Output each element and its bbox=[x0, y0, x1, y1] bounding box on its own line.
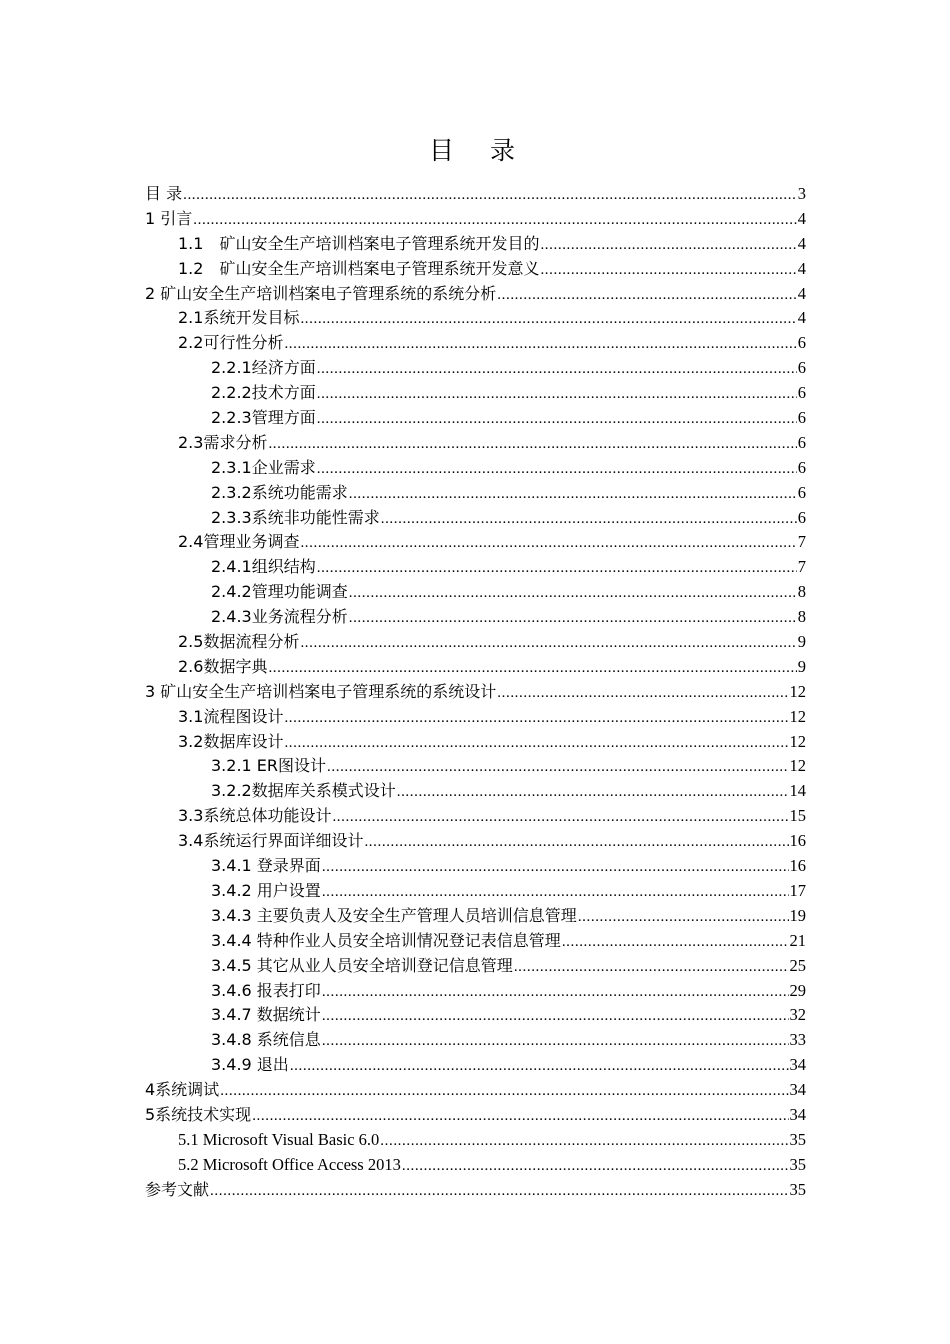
toc-entry[interactable] bbox=[145, 829, 806, 854]
toc-dot-leader bbox=[540, 258, 796, 283]
toc-dot-leader bbox=[300, 307, 796, 332]
toc-entry[interactable] bbox=[145, 879, 806, 904]
toc-entry[interactable] bbox=[145, 381, 806, 406]
toc-entry[interactable] bbox=[145, 356, 806, 381]
toc-dot-leader bbox=[300, 631, 796, 656]
toc-entry-title: 3.4系统运行界面详细设计 bbox=[178, 831, 364, 851]
toc-dot-leader bbox=[317, 357, 797, 382]
toc-entry-title: 3.2数据库设计 bbox=[178, 731, 284, 751]
toc-entry[interactable] bbox=[145, 207, 806, 232]
toc-dot-leader bbox=[402, 1154, 789, 1179]
toc-entry-title: 2.2.2技术方面 bbox=[211, 383, 316, 403]
toc-dot-leader bbox=[562, 930, 789, 955]
toc-entry[interactable] bbox=[145, 530, 806, 555]
toc-entry-title: 3.4.2 用户设置 bbox=[211, 880, 321, 900]
toc-entry-title: 5.1 Microsoft Visual Basic 6.0 bbox=[178, 1129, 380, 1149]
toc-dot-leader bbox=[327, 755, 788, 780]
toc-entry-page-number: 6 bbox=[797, 408, 806, 428]
toc-entry[interactable] bbox=[145, 1003, 806, 1028]
toc-entry-title: 2 矿山安全生产培训档案电子管理系统的系统分析 bbox=[145, 283, 497, 303]
toc-dot-leader bbox=[322, 1004, 789, 1029]
toc-entry[interactable] bbox=[145, 1178, 806, 1203]
toc-entry-title: 3.4.6 报表打印 bbox=[211, 980, 321, 1000]
toc-entry[interactable] bbox=[145, 929, 806, 954]
toc-entry[interactable] bbox=[145, 954, 806, 979]
toc-entry-page-number: 9 bbox=[797, 656, 806, 676]
toc-dot-leader bbox=[322, 880, 789, 905]
toc-entry[interactable] bbox=[145, 182, 806, 207]
toc-entry-page-number: 6 bbox=[797, 507, 806, 527]
toc-dot-leader bbox=[193, 208, 796, 233]
toc-entry-page-number: 15 bbox=[789, 806, 806, 826]
toc-dot-leader bbox=[332, 805, 788, 830]
toc-entry-page-number: 4 bbox=[797, 283, 806, 303]
toc-entry[interactable] bbox=[145, 655, 806, 680]
toc-dot-leader bbox=[514, 955, 789, 980]
toc-entry-page-number: 4 bbox=[797, 258, 806, 278]
toc-entry-page-number: 21 bbox=[789, 930, 806, 950]
toc-entry[interactable] bbox=[145, 1153, 806, 1178]
toc-entry-page-number: 33 bbox=[789, 1030, 806, 1050]
toc-entry[interactable] bbox=[145, 605, 806, 630]
toc-entry[interactable] bbox=[145, 854, 806, 879]
toc-dot-leader bbox=[578, 905, 789, 930]
toc-entry-page-number: 12 bbox=[789, 706, 806, 726]
toc-entry-page-number: 6 bbox=[797, 383, 806, 403]
toc-entry[interactable] bbox=[145, 705, 806, 730]
toc-entry[interactable] bbox=[145, 506, 806, 531]
toc-entry[interactable] bbox=[145, 481, 806, 506]
toc-dot-leader bbox=[210, 1179, 788, 1204]
toc-dot-leader bbox=[252, 1104, 788, 1129]
toc-entry[interactable] bbox=[145, 232, 806, 257]
toc-dot-leader bbox=[268, 432, 796, 457]
toc-dot-leader bbox=[290, 1054, 789, 1079]
toc-title: 目 录 bbox=[429, 136, 529, 165]
toc-dot-leader bbox=[397, 780, 789, 805]
toc-entry[interactable] bbox=[145, 904, 806, 929]
toc-entry[interactable] bbox=[145, 306, 806, 331]
toc-dot-leader bbox=[300, 531, 796, 556]
toc-entry-title: 2.3.1企业需求 bbox=[211, 457, 316, 477]
toc-entry[interactable] bbox=[145, 730, 806, 755]
toc-entry-title: 3.4.3 主要负责人及安全生产管理人员培训信息管理 bbox=[211, 905, 577, 925]
toc-entry-page-number: 35 bbox=[789, 1179, 806, 1199]
table-of-contents bbox=[145, 182, 806, 1203]
toc-entry-title: 2.2可行性分析 bbox=[178, 333, 284, 353]
toc-entry-title: 2.3需求分析 bbox=[178, 432, 268, 452]
toc-dot-leader bbox=[381, 507, 797, 532]
toc-entry-title: 2.3.2系统功能需求 bbox=[211, 482, 348, 502]
toc-entry[interactable] bbox=[145, 406, 806, 431]
toc-entry-page-number: 16 bbox=[789, 856, 806, 876]
toc-dot-leader bbox=[317, 407, 797, 432]
toc-entry-title: 2.3.3系统非功能性需求 bbox=[211, 507, 380, 527]
toc-entry-title: 2.6数据字典 bbox=[178, 656, 268, 676]
toc-entry-title: 3.4.4 特种作业人员安全培训情况登记表信息管理 bbox=[211, 930, 561, 950]
toc-entry-title: 5系统技术实现 bbox=[145, 1104, 252, 1124]
toc-entry-page-number: 8 bbox=[797, 582, 806, 602]
toc-dot-leader bbox=[349, 482, 797, 507]
toc-dot-leader bbox=[322, 855, 789, 880]
toc-entry[interactable] bbox=[145, 257, 806, 282]
toc-entry[interactable] bbox=[145, 1053, 806, 1078]
toc-entry-title: 3.4.9 退出 bbox=[211, 1055, 289, 1075]
toc-dot-leader bbox=[349, 606, 797, 631]
toc-entry[interactable] bbox=[145, 456, 806, 481]
toc-entry-page-number: 6 bbox=[797, 432, 806, 452]
toc-entry-page-number: 16 bbox=[789, 831, 806, 851]
toc-entry-page-number: 32 bbox=[789, 1005, 806, 1025]
toc-entry-page-number: 14 bbox=[789, 781, 806, 801]
toc-dot-leader bbox=[322, 1029, 789, 1054]
toc-entry[interactable] bbox=[145, 580, 806, 605]
toc-dot-leader bbox=[220, 1079, 788, 1104]
toc-entry[interactable] bbox=[145, 754, 806, 779]
toc-dot-leader bbox=[540, 233, 796, 258]
toc-entry-page-number: 19 bbox=[789, 905, 806, 925]
toc-entry[interactable] bbox=[145, 1103, 806, 1128]
toc-entry-title: 1 引言 bbox=[145, 208, 193, 228]
toc-entry-title: 目 录 bbox=[145, 184, 183, 203]
toc-entry[interactable] bbox=[145, 282, 806, 307]
toc-entry-page-number: 17 bbox=[789, 880, 806, 900]
toc-dot-leader bbox=[322, 980, 789, 1005]
toc-entry[interactable] bbox=[145, 555, 806, 580]
toc-entry-title: 2.4.1组织结构 bbox=[211, 557, 316, 577]
toc-entry-page-number: 6 bbox=[797, 333, 806, 353]
toc-entry-title: 3.4.8 系统信息 bbox=[211, 1030, 321, 1050]
toc-dot-leader bbox=[317, 457, 797, 482]
toc-dot-leader bbox=[349, 581, 797, 606]
toc-entry-title: 5.2 Microsoft Office Access 2013 bbox=[178, 1154, 401, 1174]
toc-entry-page-number: 34 bbox=[789, 1104, 806, 1124]
toc-entry-page-number: 4 bbox=[797, 308, 806, 328]
toc-entry-page-number: 34 bbox=[789, 1080, 806, 1100]
toc-entry-page-number: 29 bbox=[789, 980, 806, 1000]
toc-entry[interactable] bbox=[145, 1128, 806, 1153]
toc-entry-title: 3.4.7 数据统计 bbox=[211, 1005, 321, 1025]
toc-entry-title: 3.2.1 ER图设计 bbox=[211, 756, 327, 776]
toc-entry-page-number: 7 bbox=[797, 557, 806, 577]
toc-dot-leader bbox=[317, 556, 797, 581]
toc-entry-title: 3 矿山安全生产培训档案电子管理系统的系统设计 bbox=[145, 681, 497, 701]
toc-dot-leader bbox=[317, 382, 797, 407]
toc-dot-leader bbox=[497, 681, 788, 706]
toc-dot-leader bbox=[268, 656, 796, 681]
toc-entry-page-number: 6 bbox=[797, 358, 806, 378]
toc-entry-page-number: 6 bbox=[797, 482, 806, 502]
toc-entry-title: 3.3系统总体功能设计 bbox=[178, 806, 332, 826]
toc-dot-leader bbox=[497, 283, 796, 308]
toc-dot-leader bbox=[284, 706, 788, 731]
toc-entry-title: 3.1流程图设计 bbox=[178, 706, 284, 726]
toc-dot-leader bbox=[284, 332, 796, 357]
toc-dot-leader bbox=[364, 830, 788, 855]
toc-entry-title: 1.1 矿山安全生产培训档案电子管理系统开发目的 bbox=[178, 233, 540, 253]
toc-entry[interactable] bbox=[145, 630, 806, 655]
toc-entry-page-number: 12 bbox=[789, 681, 806, 701]
toc-entry-page-number: 6 bbox=[797, 457, 806, 477]
toc-entry-page-number: 34 bbox=[789, 1055, 806, 1075]
toc-entry-page-number: 4 bbox=[797, 208, 806, 228]
toc-entry-title: 4系统调试 bbox=[145, 1080, 220, 1100]
toc-entry-title: 2.1系统开发目标 bbox=[178, 308, 300, 328]
toc-entry-title: 2.4管理业务调查 bbox=[178, 532, 300, 552]
toc-entry-page-number: 4 bbox=[797, 233, 806, 253]
toc-entry-page-number: 7 bbox=[797, 532, 806, 552]
toc-entry-page-number: 3 bbox=[797, 184, 806, 203]
toc-entry-page-number: 12 bbox=[789, 731, 806, 751]
toc-entry[interactable] bbox=[145, 331, 806, 356]
toc-entry[interactable] bbox=[145, 779, 806, 804]
toc-entry[interactable] bbox=[145, 1078, 806, 1103]
toc-entry[interactable] bbox=[145, 979, 806, 1004]
toc-entry-title: 参考文献 bbox=[145, 1179, 210, 1199]
toc-entry-title: 1.2 矿山安全生产培训档案电子管理系统开发意义 bbox=[178, 258, 540, 278]
toc-entry-page-number: 8 bbox=[797, 607, 806, 627]
toc-entry-title: 3.2.2数据库关系模式设计 bbox=[211, 781, 396, 801]
toc-dot-leader bbox=[380, 1129, 788, 1154]
toc-entry[interactable] bbox=[145, 1028, 806, 1053]
toc-entry-page-number: 35 bbox=[789, 1154, 806, 1174]
toc-entry-title: 2.2.1经济方面 bbox=[211, 358, 316, 378]
toc-dot-leader bbox=[284, 731, 788, 756]
toc-entry-page-number: 9 bbox=[797, 632, 806, 652]
toc-entry-title: 2.2.3管理方面 bbox=[211, 408, 316, 428]
toc-entry[interactable] bbox=[145, 804, 806, 829]
toc-entry-page-number: 25 bbox=[789, 955, 806, 975]
toc-entry[interactable] bbox=[145, 431, 806, 456]
toc-entry-title: 2.4.2管理功能调查 bbox=[211, 582, 348, 602]
toc-entry-title: 2.4.3业务流程分析 bbox=[211, 607, 348, 627]
toc-entry-page-number: 35 bbox=[789, 1129, 806, 1149]
toc-entry-title: 3.4.1 登录界面 bbox=[211, 856, 321, 876]
toc-dot-leader bbox=[183, 183, 797, 208]
toc-entry-title: 3.4.5 其它从业人员安全培训登记信息管理 bbox=[211, 955, 513, 975]
toc-entry-page-number: 12 bbox=[789, 756, 806, 776]
toc-entry-title: 2.5数据流程分析 bbox=[178, 632, 300, 652]
toc-entry[interactable] bbox=[145, 680, 806, 705]
